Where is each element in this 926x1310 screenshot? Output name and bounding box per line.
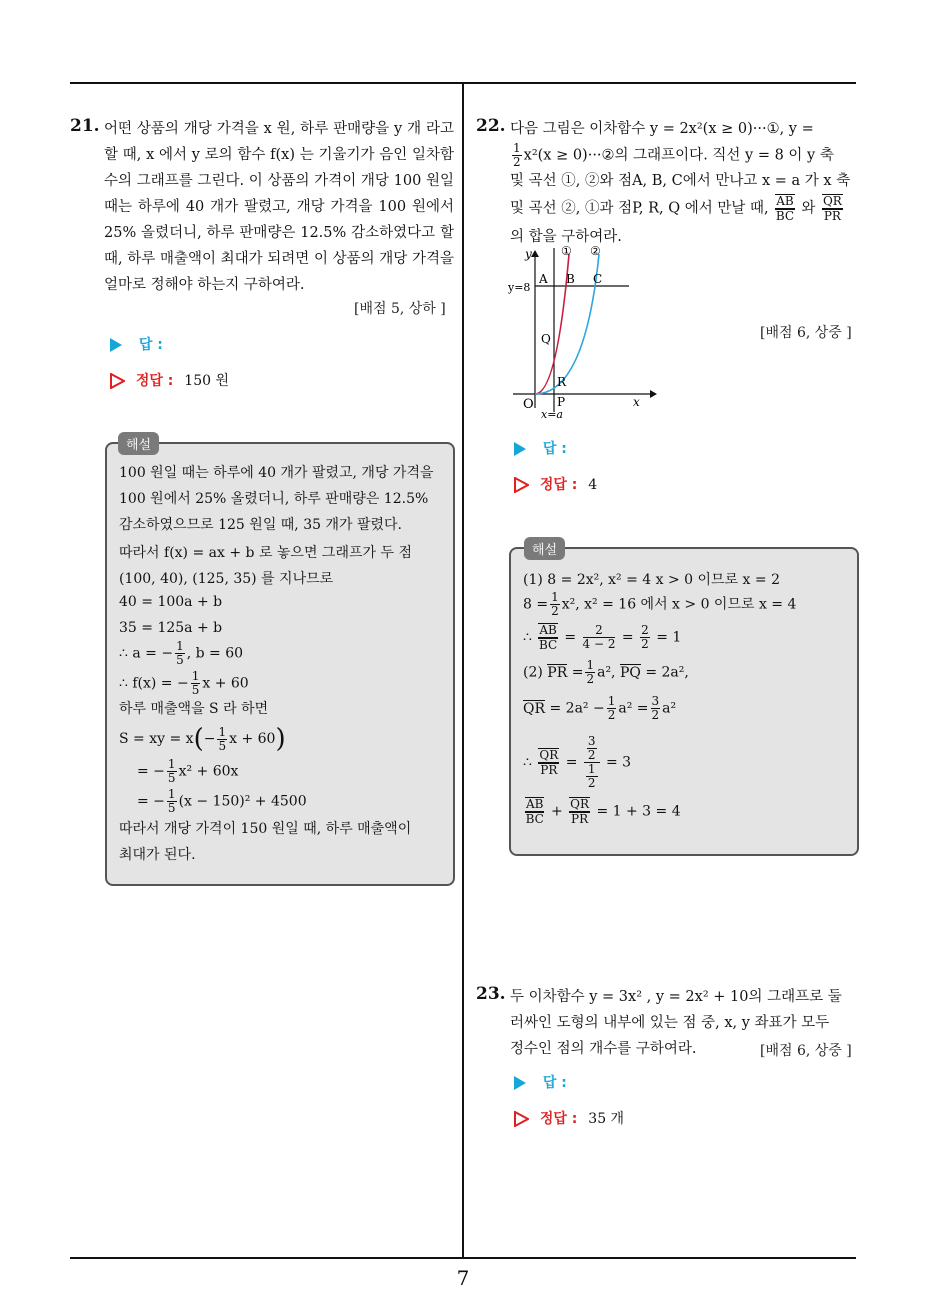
text: ∴ f(x) = − — [119, 675, 189, 692]
fraction — [550, 591, 560, 618]
q22-explain-box — [509, 547, 859, 856]
den: 2 — [587, 776, 596, 790]
num: 1 — [607, 694, 616, 708]
num: 1 — [218, 724, 227, 739]
fraction — [583, 624, 616, 651]
q21-score: [배점 5, 상하 ] — [354, 301, 446, 317]
fraction — [191, 670, 201, 697]
text: , b = 60 — [186, 645, 244, 662]
point-B: B — [566, 272, 575, 286]
explain-line-a — [119, 640, 243, 667]
den: 5 — [167, 771, 176, 785]
fraction — [525, 797, 544, 826]
text: = — [565, 754, 578, 771]
text: (x − 150)² + 4500 — [178, 793, 307, 810]
explain-line: 따라서 개당 가격이 150 원일 때, 하루 매출액이 — [119, 821, 412, 837]
explain-line-s2 — [137, 758, 238, 785]
q22-text-l3: 및 곡선 ①, ②와 점A, B, C에서 만나고 x = a 가 x 축 — [510, 173, 851, 189]
q23-text-l2: 러싸인 도형의 내부에 있는 점 중, x, y 좌표가 모두 — [510, 1015, 830, 1031]
play-icon — [514, 442, 526, 456]
point-R: R — [557, 375, 567, 389]
explain-line: 100 원일 때는 하루에 40 개가 팔렸고, 개당 가격을 — [119, 465, 434, 481]
text: = — [621, 629, 634, 646]
explain-l3 — [523, 623, 681, 652]
q22-explain-tag: 해설 — [524, 537, 565, 560]
q22-text-l5: 의 합을 구하여라. — [510, 229, 622, 245]
num — [584, 735, 600, 763]
y-arrow-icon — [531, 250, 539, 257]
num: 3 — [651, 694, 660, 708]
q22-number: 22. — [476, 116, 506, 136]
text: ∴ a = − — [119, 645, 174, 662]
answer-label: 답 : — [542, 441, 567, 457]
num: 1 — [586, 658, 595, 672]
q22-solution-row — [514, 474, 597, 494]
den: PR — [571, 812, 589, 826]
point-C: C — [593, 272, 603, 286]
q21-answer-row — [110, 334, 163, 354]
den: BC — [775, 209, 795, 223]
q22-score: [배점 6, 상중 ] — [760, 325, 852, 341]
explain-l2 — [523, 591, 796, 618]
num: QR — [539, 748, 559, 762]
text: x²(x ≥ 0)···②의 그래프이다. 직선 y = 8 이 y 축 — [523, 147, 834, 164]
q22-answer-row — [514, 438, 567, 458]
answer-label: 답 : — [138, 337, 163, 353]
text: ∴ — [523, 629, 532, 646]
fraction — [607, 695, 617, 722]
text: 와 — [801, 200, 816, 217]
text: a² — [662, 700, 677, 717]
solution-label: 정답 : — [539, 1111, 578, 1127]
point-P: P — [557, 395, 566, 409]
explain-line: 감소하였으므로 125 원일 때, 35 개가 팔렸다. — [119, 517, 402, 533]
text: + — [550, 803, 563, 820]
column-divider — [462, 84, 464, 1258]
solution-value: 4 — [588, 477, 598, 493]
q21-explain-tag: 해설 — [118, 432, 159, 455]
complex-fraction — [584, 735, 600, 790]
explain-line: 100 원에서 25% 올렸더니, 하루 판매량은 12.5% — [119, 491, 429, 507]
den: 5 — [167, 801, 176, 815]
outline-play-icon — [110, 373, 125, 389]
den: BC — [525, 812, 544, 826]
q21-solution-row — [110, 370, 229, 390]
fraction — [217, 726, 227, 753]
explain-l1: (1) 8 = 2x², x² = 4 x > 0 이므로 x = 2 — [523, 572, 780, 588]
text: 8 = — [523, 596, 549, 613]
point-Q: Q — [541, 332, 551, 346]
explain-line: (100, 40), (125, 35) 를 지나므로 — [119, 571, 334, 587]
explain-line: 40 = 100a + b — [119, 594, 223, 610]
fraction-qr-pr — [822, 194, 843, 223]
num: 1 — [587, 762, 596, 776]
q22-graph — [505, 240, 665, 420]
num: AB — [776, 194, 794, 208]
answer-label: 답 : — [542, 1075, 567, 1091]
play-icon — [110, 338, 122, 352]
x-label: x — [633, 395, 640, 409]
den: 2 — [651, 708, 660, 722]
text: (2) — [523, 664, 543, 681]
num: 2 — [583, 624, 616, 638]
fraction — [640, 624, 650, 651]
text: = 1 — [656, 629, 682, 646]
xa-label: x=a — [541, 408, 563, 420]
num: 1 — [167, 787, 176, 801]
outline-play-icon — [514, 477, 529, 493]
explain-line: 35 = 125a + b — [119, 620, 223, 636]
den: 2 — [551, 604, 559, 618]
text: = — [564, 629, 577, 646]
text: = − — [137, 763, 165, 780]
num: 3 — [587, 734, 596, 748]
fraction — [586, 763, 598, 790]
num: 1 — [551, 590, 559, 604]
page-number: 7 — [456, 1266, 470, 1290]
fraction — [585, 659, 595, 686]
q23-text-l1: 두 이차함수 y = 3x² , y = 2x² + 10의 그래프로 둘 — [510, 989, 842, 1005]
den: PR — [540, 763, 558, 777]
explain-line-s: S = xy = x(− $\frac{1}{5}$ x + 60) — [119, 724, 286, 754]
pr-label: PR — [547, 664, 568, 681]
fraction — [569, 797, 590, 826]
paren: ( — [193, 724, 204, 754]
den: 2 — [586, 672, 595, 686]
fraction — [538, 748, 559, 777]
qr-label: QR — [523, 700, 546, 717]
num: QR — [570, 797, 589, 811]
num: QR — [822, 194, 842, 208]
solution-value: 150 원 — [184, 373, 229, 389]
pq-label: PQ — [619, 664, 641, 681]
explain-line: 최대가 된다. — [119, 847, 196, 863]
num: 1 — [176, 639, 184, 653]
text: = — [571, 664, 584, 681]
text: x + 60 — [202, 675, 249, 692]
text: = 2a², — [645, 664, 689, 681]
q22-text-l2 — [510, 142, 834, 169]
text: a² = — [618, 700, 649, 717]
text: x², x² = 16 에서 x > 0 이므로 x = 4 — [561, 596, 797, 613]
origin-label: O — [523, 397, 534, 412]
den: PR — [823, 209, 841, 223]
den: 5 — [218, 738, 227, 753]
point-A: A — [539, 272, 548, 286]
num: 1 — [167, 757, 176, 771]
explain-l6 — [523, 735, 631, 790]
den: 4 − 2 — [582, 637, 616, 651]
q23-score: [배점 6, 상중 ] — [760, 1043, 852, 1059]
fraction — [167, 788, 177, 815]
q21-text: 어떤 상품의 개당 가격을 x 원, 하루 판매량을 y 개 라고 할 때, x 에서 y 로의 함수 f(x) 는 기울기가 음인 일차함수의 그래프를 그린다. 이 상품의 가격이 개당 100 원일 때는 하루에 40 개가 팔렸고, 개당 가격을 100 원에서 25% 올렸더니, 하루 판매량은 12.5% 감소하였다고 할 때, 하루 매출액이 최대가 되려면 이 상품의 개당 가격을 얼마로 정해야 하는지 구하여라. — [104, 121, 454, 293]
y-label: y — [525, 247, 532, 261]
solution-label: 정답 : — [539, 477, 578, 493]
fraction — [587, 735, 597, 762]
explain-line: 따라서 f(x) = ax + b 로 놓으면 그래프가 두 점 — [119, 545, 412, 561]
den: 2 — [641, 637, 649, 651]
explain-l7 — [523, 797, 681, 826]
curve1-label: ① — [561, 244, 572, 258]
q23-text-l3: 정수인 점의 개수를 구하여라. — [510, 1041, 697, 1057]
q23-answer-row — [514, 1072, 567, 1092]
fraction — [175, 640, 185, 667]
num: 2 — [641, 623, 649, 637]
paren: ) — [275, 724, 286, 754]
fraction — [651, 695, 661, 722]
den: 2 — [587, 748, 596, 762]
bottom-rule — [70, 1257, 856, 1259]
explain-line-f — [119, 670, 249, 697]
num: 1 — [513, 141, 521, 155]
play-icon — [514, 1076, 526, 1090]
text: = 3 — [605, 754, 632, 771]
explain-line: 하루 매출액을 S 라 하면 — [119, 701, 269, 717]
den: 5 — [176, 653, 184, 667]
q23-solution-row — [514, 1108, 624, 1128]
text: = 2a² − — [549, 700, 605, 717]
den: BC — [539, 638, 558, 652]
text: = − — [137, 793, 165, 810]
den: 5 — [191, 683, 200, 697]
q22-text-l4 — [510, 194, 845, 223]
text: a², — [597, 664, 616, 681]
text: 및 곡선 ②, ①과 점P, R, Q 에서 만날 때, — [510, 200, 769, 217]
q23-number: 23. — [476, 984, 506, 1004]
curve2-label: ② — [590, 244, 601, 258]
solution-value: 35 개 — [588, 1111, 625, 1127]
q21-explain-box — [105, 442, 455, 886]
num: AB — [526, 797, 544, 811]
text: x² + 60x — [178, 763, 239, 780]
x-arrow-icon — [650, 390, 657, 398]
text: ∴ — [523, 754, 532, 771]
num: AB — [539, 623, 557, 637]
den — [584, 763, 600, 790]
outline-play-icon — [514, 1111, 529, 1127]
text: = 1 + 3 = 4 — [596, 803, 681, 820]
den: 2 — [513, 155, 521, 169]
fraction — [512, 142, 522, 169]
line-label: y=8 — [508, 281, 531, 294]
num: 1 — [191, 669, 200, 683]
fraction-ab-bc — [775, 194, 794, 223]
q21-number: 21. — [70, 116, 100, 136]
fraction — [538, 623, 557, 652]
fraction — [167, 758, 177, 785]
den: 2 — [607, 708, 616, 722]
text: S = xy = x — [119, 731, 194, 747]
text: x + 60 — [229, 731, 276, 747]
solution-label: 정답 : — [135, 373, 174, 389]
explain-l5 — [523, 695, 676, 722]
explain-line-s3 — [137, 788, 307, 815]
q22-text-l1: 다음 그림은 이차함수 y = 2x²(x ≥ 0)···①, y = — [510, 121, 814, 137]
explain-l4 — [523, 659, 689, 686]
